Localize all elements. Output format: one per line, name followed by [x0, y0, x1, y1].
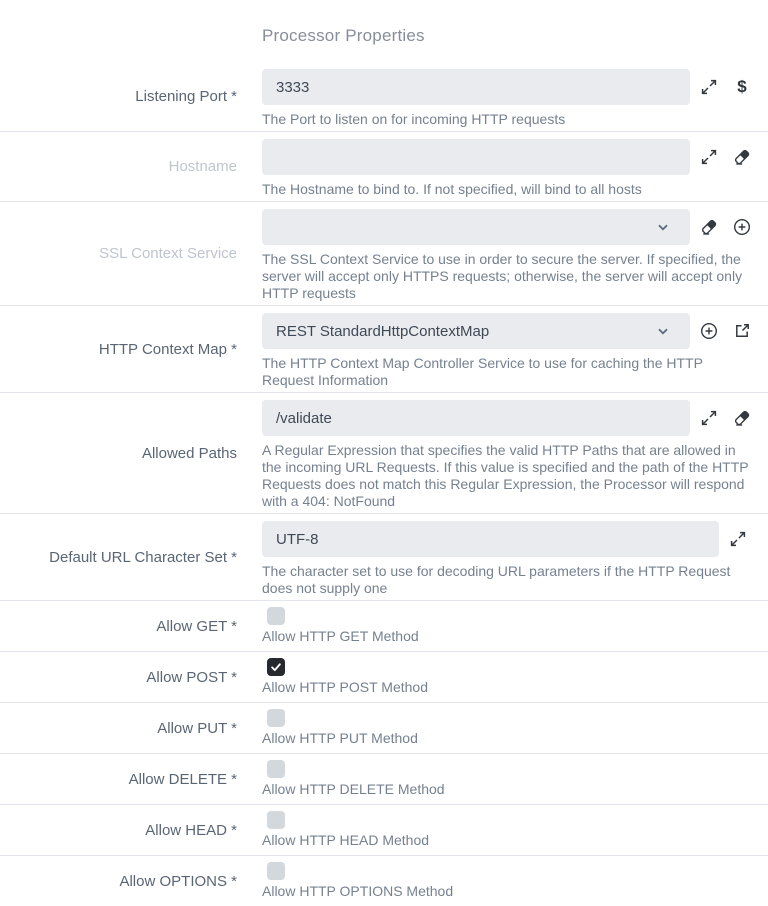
eraser-icon[interactable]: [732, 408, 752, 428]
property-content: [237, 393, 768, 513]
property-description: The Hostname to bind to. If not specified, will bind to all hosts: [262, 181, 642, 197]
property-content: [237, 856, 768, 906]
add-circle-icon[interactable]: [699, 321, 719, 341]
property-label: Hostname: [168, 158, 237, 175]
check-icon: [269, 660, 283, 674]
property-row: [0, 652, 768, 703]
ssl-context-service-select[interactable]: [262, 209, 690, 245]
property-content: [237, 805, 768, 855]
field-line: [262, 209, 756, 245]
property-description: The character set to use for decoding URL parameters if the HTTP Request does not supply one: [262, 563, 731, 596]
field-line: [262, 521, 756, 557]
page-title: Processor Properties: [262, 26, 425, 45]
property-description: Allow HTTP PUT Method: [262, 730, 418, 746]
allow-options-checkbox[interactable]: [267, 862, 285, 880]
add-circle-icon[interactable]: [732, 217, 752, 237]
property-description: Allow HTTP GET Method: [262, 628, 419, 644]
property-label: Allow OPTIONS *: [119, 872, 237, 890]
property-content: [237, 62, 768, 131]
property-label: Allow POST *: [146, 668, 237, 686]
listening-port-input[interactable]: [262, 69, 690, 105]
property-row: [0, 393, 768, 514]
property-description: The Port to listen on for incoming HTTP requests: [262, 111, 566, 127]
property-row: [0, 703, 768, 754]
property-label: Allow GET *: [156, 617, 237, 635]
field-line: [262, 400, 756, 436]
chevron-down-icon: [654, 218, 672, 236]
field-line: [262, 811, 756, 829]
property-label: Allow HEAD *: [145, 821, 237, 839]
property-label: Default URL Character Set *: [49, 548, 237, 566]
property-row: [0, 202, 768, 306]
property-content: [237, 601, 768, 651]
property-label: SSL Context Service: [99, 245, 237, 262]
field-line: [262, 658, 756, 676]
property-description: A Regular Expression that specifies the valid HTTP Paths that are allowed in the incoming URL Requests. If this value is specified and the path of the HTTP Requests does not match this Regular Expression, the Processor will respond with a 404: NotFound: [262, 442, 749, 509]
allow-get-checkbox[interactable]: [267, 607, 285, 625]
property-row: [0, 306, 768, 393]
allow-delete-checkbox[interactable]: [267, 760, 285, 778]
property-label: Listening Port *: [135, 88, 237, 105]
property-content: [237, 514, 768, 600]
expand-icon[interactable]: [699, 77, 719, 97]
property-description: The HTTP Context Map Controller Service to use for caching the HTTP Request Information: [262, 355, 703, 388]
property-row: [0, 754, 768, 805]
property-label: HTTP Context Map *: [98, 340, 237, 358]
property-label: Allowed Paths: [141, 444, 237, 462]
property-description: The SSL Context Service to use in order to secure the server. If specified, the server will accept only HTTPS requests; otherwise, the server will accept only HTTP requests: [262, 251, 743, 301]
hostname-input[interactable]: [262, 139, 690, 175]
property-description: Allow HTTP OPTIONS Method: [262, 883, 454, 899]
eraser-icon[interactable]: [732, 147, 752, 167]
eraser-icon[interactable]: [699, 217, 719, 237]
allow-post-checkbox[interactable]: [267, 658, 285, 676]
field-line: [262, 709, 756, 727]
property-content: [237, 202, 768, 305]
field-value: /validate: [276, 409, 332, 427]
property-description: Allow HTTP HEAD Method: [262, 832, 430, 848]
allow-head-checkbox[interactable]: [267, 811, 285, 829]
property-content: [237, 754, 768, 804]
property-label: Allow DELETE *: [128, 770, 237, 788]
field-line: [262, 607, 756, 625]
field-value: 3333: [276, 78, 310, 96]
property-label: Allow PUT *: [157, 719, 237, 737]
field-line: [262, 69, 756, 105]
property-row: [0, 514, 768, 601]
http-context-map-select[interactable]: [262, 313, 690, 349]
property-row: [0, 601, 768, 652]
field-value: UTF-8: [276, 530, 319, 548]
expand-icon[interactable]: [728, 529, 748, 549]
field-line: [262, 313, 756, 349]
dollar-icon: $: [737, 77, 747, 96]
go-to-icon[interactable]: [732, 321, 752, 341]
property-row: [0, 132, 768, 202]
property-content: [237, 703, 768, 753]
expand-icon[interactable]: [699, 408, 719, 428]
property-description: Allow HTTP POST Method: [262, 679, 428, 695]
field-line: [262, 760, 756, 778]
property-row: [0, 856, 768, 906]
property-content: [237, 306, 768, 392]
field-value: REST StandardHttpContextMap: [276, 322, 490, 340]
field-line: [262, 862, 756, 880]
allow-put-checkbox[interactable]: [267, 709, 285, 727]
field-line: [262, 139, 756, 175]
property-content: [237, 652, 768, 702]
default-url-charset-input[interactable]: [262, 521, 719, 557]
property-content: [237, 132, 768, 201]
property-description: Allow HTTP DELETE Method: [262, 781, 445, 797]
property-row: [0, 805, 768, 856]
property-row: [0, 62, 768, 132]
expand-icon[interactable]: [699, 147, 719, 167]
allowed-paths-input[interactable]: [262, 400, 690, 436]
chevron-down-icon: [654, 322, 672, 340]
title-wrap: [0, 0, 768, 62]
